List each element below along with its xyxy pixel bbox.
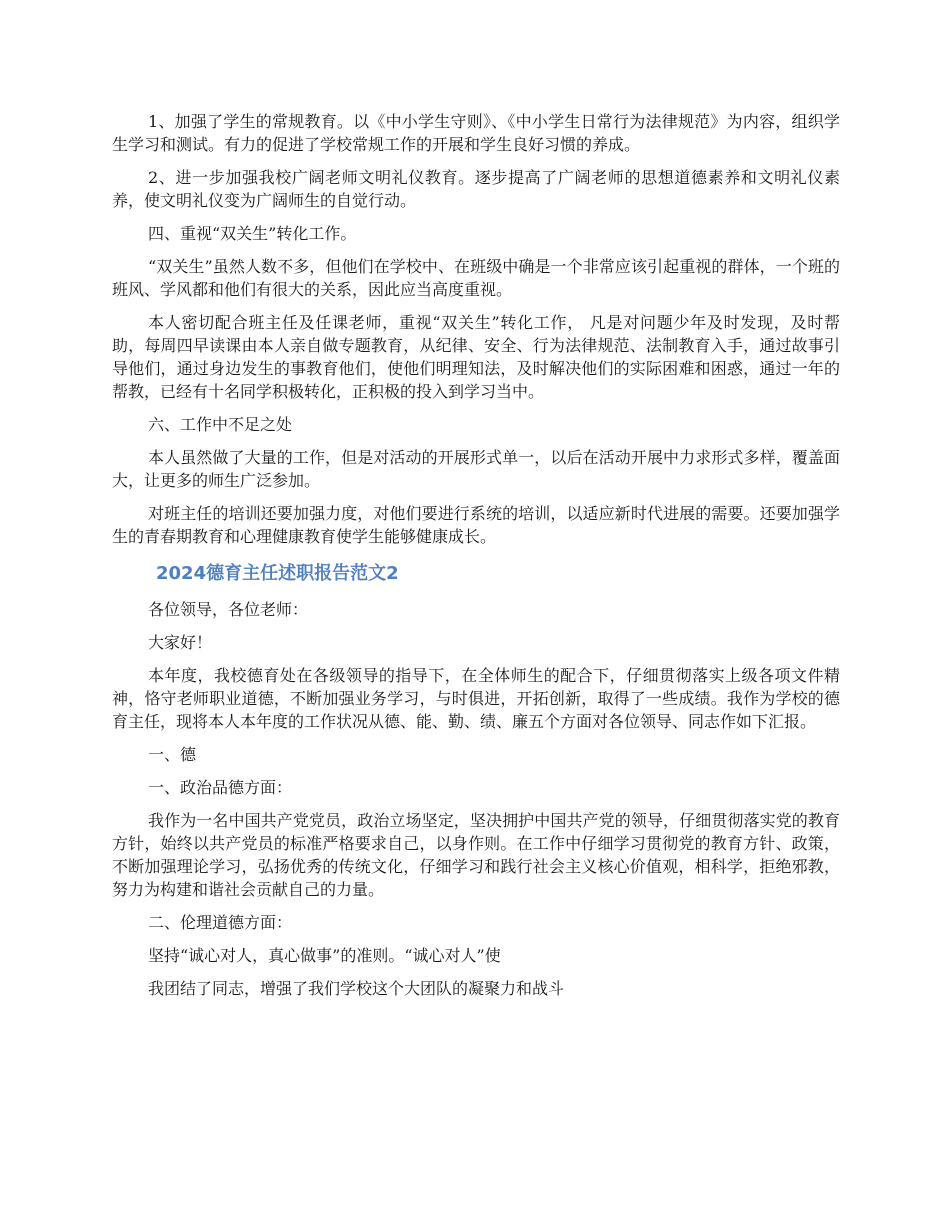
paragraph: 2、进一步加强我校广阔老师文明礼仪教育。逐步提高了广阔老师的思想道德素养和文明礼仪素养，使文明礼仪变为广阔师生的自觉行动。 (112, 168, 840, 210)
paragraph: 坚持“诚心对人，真心做事”的准则。“诚心对人”使 (148, 946, 501, 965)
paragraph: 大家好！ (148, 633, 213, 652)
paragraph: 我团结了同志，增强了我们学校这个大团队的凝聚力和战斗 (148, 979, 565, 998)
paragraph: 六、工作中不足之处 (148, 415, 293, 434)
paragraph: 二、伦理道德方面： (148, 913, 293, 932)
paragraph: 对班主任的培训还要加强力度，对他们要进行系统的培训，以适应新时代进展的需要。还要加强学生的青春期教育和心理健康教育使学生能够健康成长。 (112, 504, 840, 546)
paragraph: 本人虽然做了大量的工作，但是对活动的开展形式单一，以后在活动开展中力求形式多样，覆盖面大，让更多的师生广泛参加。 (112, 448, 840, 490)
paragraph: 我作为一名中国共产党党员，政治立场坚定，坚决拥护中国共产党的领导，仔细贯彻落实党的教育方针，始终以共产党员的标准严格要求自己，以身作则。在工作中仔细学习贯彻党的教育方针、政策，不断加强理论学习，弘扬优秀的传统文化，仔细学习和践行社会主义核心价值观，相科学，拒绝邪教，努力为构建和谐社会贡献自己的力量。 (112, 811, 840, 899)
section-title: 2024德育主任述职报告范文2 (156, 563, 399, 584)
paragraph: 四、重视“双关生”转化工作。 (148, 224, 357, 243)
paragraph: 本年度，我校德育处在各级领导的指导下，在全体师生的配合下，仔细贯彻落实上级各项文件精神，恪守老师职业道德，不断加强业务学习，与时俱进，开拓创新，取得了一些成绩。我作为学校的德育主任，现将本人本年度的工作状况从德、能、勤、绩、廉五个方面对各位领导、同志作如下汇报。 (112, 666, 840, 731)
paragraph: 本人密切配合班主任及任课老师，重视“双关生”转化工作， 凡是对问题少年及时发现，及时帮助，每周四早读课由本人亲自做专题教育，从纪律、安全、行为法律规范、法制教育入手，通过故事引导他们，通过身边发生的事教育他们，使他们明理知法，及时解决他们的实际困难和困惑，通过一年的帮教，已经有十名同学积极转化，正积极的投入到学习当中。 (112, 313, 840, 401)
paragraph: 1、加强了学生的常规教育。以《中小学生守则》、《中小学生日常行为法律规范》为内容，组织学生学习和测试。有力的促进了学校常规工作的开展和学生良好习惯的养成。 (112, 112, 840, 154)
paragraph: “双关生”虽然人数不多，但他们在学校中、在班级中确是一个非常应该引起重视的群体，一个班的班风、学风都和他们有很大的关系，因此应当高度重视。 (112, 257, 840, 299)
document-page (112, 110, 840, 1010)
paragraph: 各位领导，各位老师： (148, 600, 309, 619)
paragraph: 一、政治品德方面： (148, 778, 293, 797)
paragraph: 一、德 (148, 745, 197, 764)
